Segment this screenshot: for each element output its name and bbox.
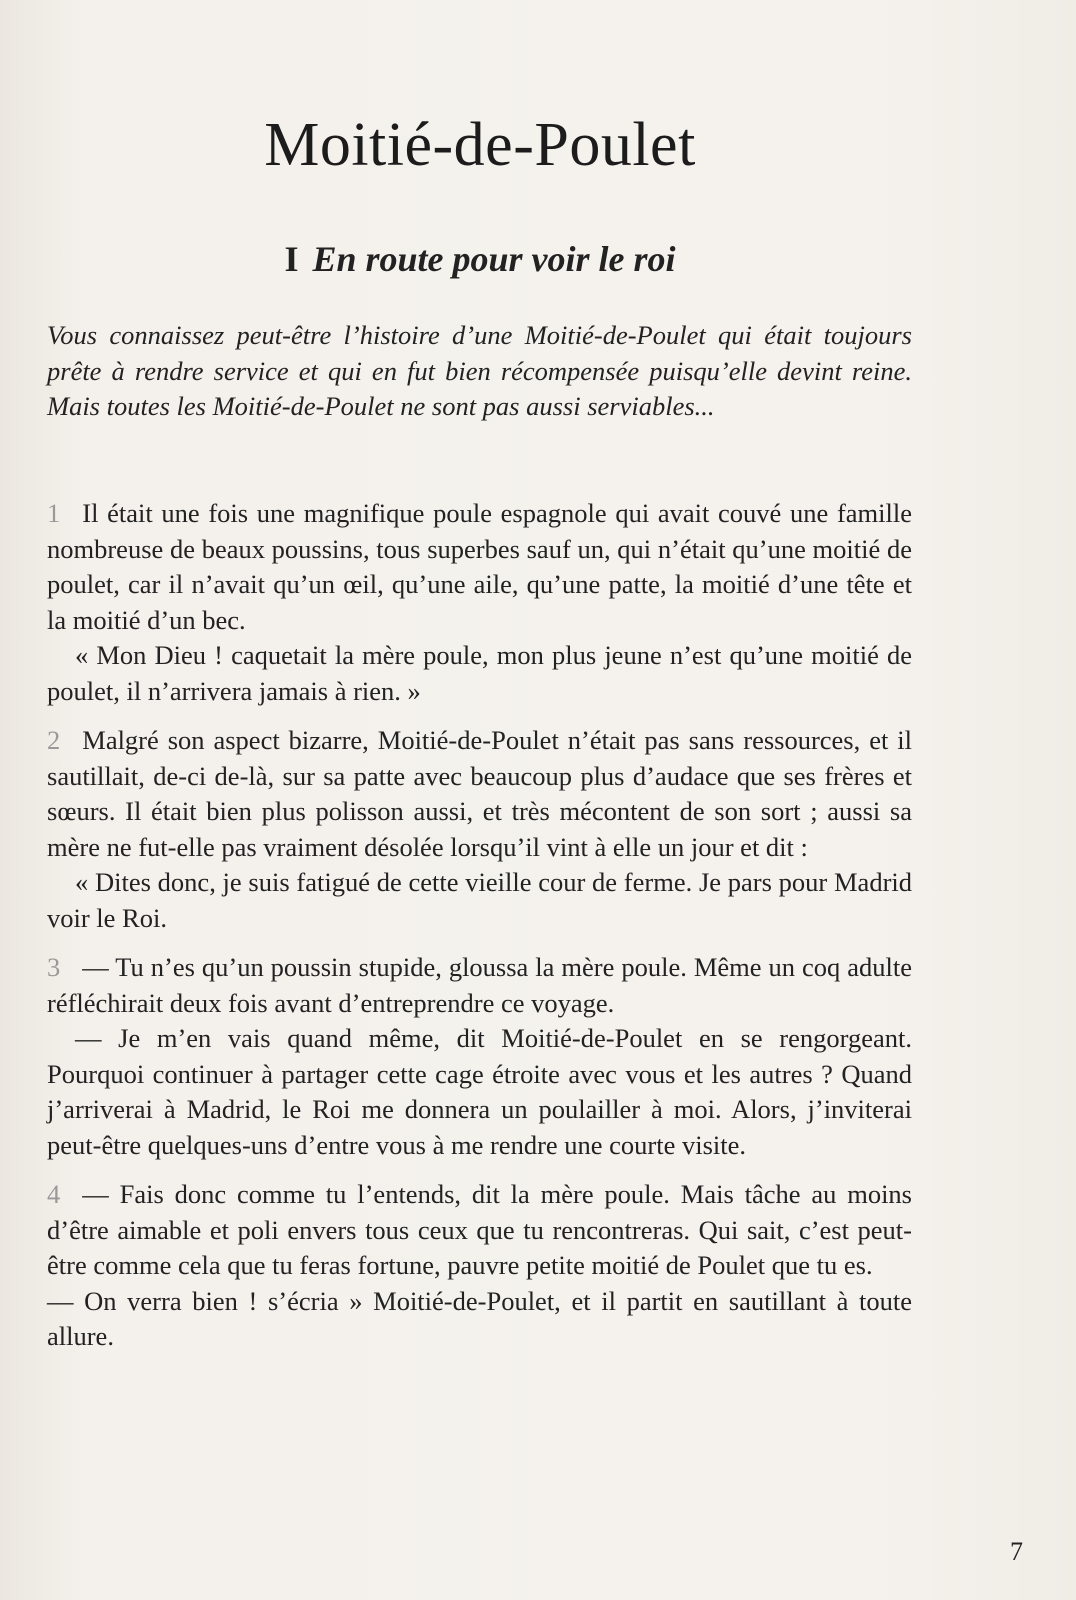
paragraph-text: Malgré son aspect bizarre, Moitié-de-Poulet n’était pas sans ressources, et il sautillait, de-ci de-là, sur sa patte avec beaucoup plus d’audace que ses frères et sœurs. Il était bien plus polisson aussi, et très mécontent de son sort ; aussi sa mère ne fut-elle pas vraiment désolée lorsqu’il vint à elle un jour et dit : [47, 725, 912, 862]
paragraph-text: — Tu n’es qu’un poussin stupide, gloussa la mère poule. Même un coq adulte réfléchirait deux fois avant d’entreprendre ce voyage. [47, 952, 912, 1018]
story-paragraph-dialogue [47, 1021, 912, 1163]
paragraph-number: 1 [47, 498, 61, 528]
paragraph-text: Il était une fois une magnifique poule espagnole qui avait couvé une famille nombreuse de beaux poussins, tous superbes sauf un, qui n’était qu’une moitié de poulet, car il n’avait qu’un œil, qu’une aile, qu’une patte, la moitié d’une tête et la moitié d’un bec. [47, 498, 912, 635]
chapter-name: En route pour voir le roi [312, 239, 676, 279]
story-paragraph-1 [47, 496, 912, 638]
page-number: 7 [1010, 1537, 1023, 1566]
chapter-heading [0, 238, 960, 280]
story-paragraph-4 [47, 1177, 912, 1284]
story-paragraph-3 [47, 950, 912, 1021]
chapter-number: I [284, 239, 299, 279]
paragraph-text: — On verra bien ! s’écria » Moitié-de-Poulet, et il partit en sautillant à toute allure. [47, 1285, 912, 1351]
paragraph-text: « Dites donc, je suis fatigué de cette vieille cour de ferme. Je pars pour Madrid voir le Roi. [47, 867, 912, 933]
paragraph-text: « Mon Dieu ! caquetait la mère poule, mon plus jeune n’est qu’une moitié de poulet, il n’arrivera jamais à rien. » [47, 640, 912, 706]
paragraph-number: 4 [47, 1179, 61, 1209]
intro-paragraph: Vous connaissez peut-être l’histoire d’une Moitié-de-Poulet qui était toujours prête à rendre service et qui en fut bien récompensée puisqu’elle devint reine. Mais toutes les Moitié-de-Poulet ne sont pas aussi serviables... [47, 320, 912, 421]
story-paragraph-dialogue [47, 638, 912, 709]
paragraph-number: 2 [47, 725, 61, 755]
paragraph-number: 3 [47, 952, 61, 982]
story-paragraph-2 [47, 723, 912, 865]
paragraph-text: — Fais donc comme tu l’entends, dit la mère poule. Mais tâche au moins d’être aimable et poli envers tous ceux que tu rencontreras. Qui sait, c’est peut-être comme cela que tu feras fortune, pauvre petite moitié de Poulet que tu es. [47, 1179, 912, 1280]
story-paragraph-dialogue [47, 865, 912, 936]
paragraph-text: — Je m’en vais quand même, dit Moitié-de-Poulet en se rengorgeant. Pourquoi continuer à partager cette cage étroite avec vous et les autres ? Quand j’arriverai à Madrid, le Roi me donnera un poulailler à moi. Alors, j’inviterai peut-être quelques-uns d’entre vous à me rendre une courte visite. [47, 1023, 912, 1160]
story-title: Moitié-de-Poulet [264, 111, 696, 179]
story-body [47, 496, 912, 1355]
story-paragraph-dialogue [47, 1284, 912, 1355]
